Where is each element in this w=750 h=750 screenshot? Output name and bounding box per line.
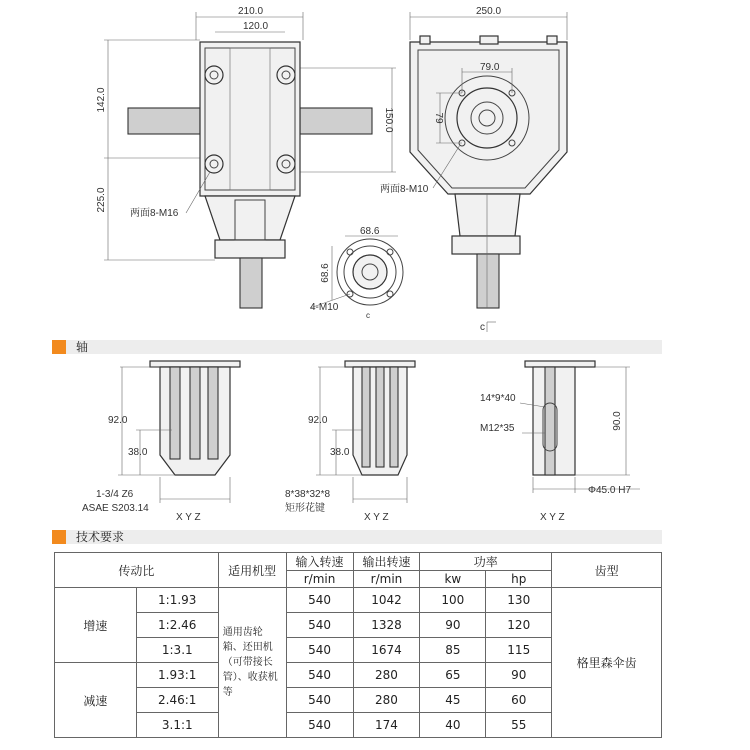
- dim-68-6-v: 68.6: [320, 263, 331, 283]
- bolt-label-4m10: 4-M10: [310, 302, 339, 313]
- group-up-label: 增速: [55, 588, 137, 663]
- section-title-tech: 技术要求: [76, 530, 125, 544]
- dim-79-h: 79.0: [480, 62, 500, 73]
- shaft-3-thread-label: M12*35: [480, 423, 515, 434]
- applicable-models: 通用齿轮箱、还田机（可带接长管）、收获机等: [218, 588, 286, 738]
- dim-225: 225.0: [96, 187, 107, 213]
- shaft-1: [82, 361, 240, 523]
- dim-210: 210.0: [238, 6, 264, 17]
- cell-kw: 90: [420, 613, 486, 638]
- shaft-3-axes: X Y Z: [540, 512, 565, 523]
- cell-output: 1328: [353, 613, 420, 638]
- section-title-shaft: 轴: [76, 340, 89, 354]
- gear-type-value: 格里森伞齿: [552, 588, 662, 738]
- gearbox-drawings: [0, 0, 750, 340]
- cell-kw: 100: [420, 588, 486, 613]
- section-bar-shaft: [52, 340, 662, 354]
- header-kw: kw: [420, 571, 486, 588]
- dim-142: 142.0: [96, 87, 107, 113]
- cell-input: 540: [286, 638, 353, 663]
- header-power: 功率: [420, 553, 552, 571]
- header-output-speed: 输出转速: [353, 553, 420, 571]
- shaft-drawings: [0, 355, 750, 525]
- shaft-2-axes: X Y Z: [364, 512, 389, 523]
- left-view: [96, 6, 396, 308]
- cell-kw: 85: [420, 638, 486, 663]
- shaft-3-dim-90: 90.0: [612, 411, 623, 431]
- header-input-unit: r/min: [286, 571, 353, 588]
- cell-output: 174: [353, 713, 420, 738]
- dim-150: 150.0: [383, 107, 394, 133]
- header-applicable: 适用机型: [218, 553, 286, 588]
- shaft-1-axes: X Y Z: [176, 512, 201, 523]
- cell-ratio: 2.46:1: [136, 688, 218, 713]
- dim-250: 250.0: [476, 6, 502, 17]
- cell-input: 540: [286, 588, 353, 613]
- cell-ratio: 3.1:1: [136, 713, 218, 738]
- cell-ratio: 1:1.93: [136, 588, 218, 613]
- shaft-2-dim-92: 92.0: [308, 415, 328, 426]
- shaft-1-dim-92: 92.0: [108, 415, 128, 426]
- header-output-unit: r/min: [353, 571, 420, 588]
- shaft-2: [285, 361, 415, 523]
- shaft-1-dim-38: 38.0: [128, 447, 148, 458]
- bolt-label-m16: 两面8-M16: [130, 208, 179, 219]
- group-down-label: 减速: [55, 663, 137, 738]
- header-gear-type: 齿型: [552, 553, 662, 588]
- header-hp: hp: [486, 571, 552, 588]
- cell-hp: 60: [486, 688, 552, 713]
- shaft-3-key-label: 14*9*40: [480, 393, 516, 404]
- cell-hp: 115: [486, 638, 552, 663]
- cell-ratio: 1.93:1: [136, 663, 218, 688]
- shaft-3: [480, 361, 640, 523]
- dim-79-v: 79: [433, 112, 444, 124]
- section-mark-c-flange: c: [366, 311, 370, 320]
- shaft-1-caption-1: 1-3/4 Z6: [96, 489, 134, 500]
- table-header-row-1: [55, 553, 662, 571]
- cell-hp: 130: [486, 588, 552, 613]
- section-mark-c-right: c: [480, 322, 485, 333]
- dim-120: 120.0: [243, 21, 269, 32]
- section-bar-tech: [52, 530, 662, 544]
- right-view: [380, 6, 567, 333]
- cell-output: 280: [353, 688, 420, 713]
- cell-input: 540: [286, 663, 353, 688]
- cell-kw: 65: [420, 663, 486, 688]
- table-row: [55, 588, 662, 613]
- spec-table: [54, 552, 662, 738]
- cell-output: 1042: [353, 588, 420, 613]
- shaft-2-dim-38: 38.0: [330, 447, 350, 458]
- cell-input: 540: [286, 688, 353, 713]
- cell-output: 1674: [353, 638, 420, 663]
- cell-input: 540: [286, 613, 353, 638]
- cell-ratio: 1:2.46: [136, 613, 218, 638]
- shaft-2-caption-1: 8*38*32*8: [285, 489, 331, 500]
- cell-hp: 55: [486, 713, 552, 738]
- section-marker-shaft: [52, 340, 66, 354]
- cell-hp: 120: [486, 613, 552, 638]
- cell-output: 280: [353, 663, 420, 688]
- cell-kw: 45: [420, 688, 486, 713]
- bolt-label-m10: 两面8-M10: [380, 184, 429, 195]
- cell-input: 540: [286, 713, 353, 738]
- header-ratio: 传动比: [55, 553, 219, 588]
- dim-68-6-h: 68.6: [360, 226, 380, 237]
- shaft-3-dia-label: Φ45.0 H7: [588, 485, 632, 496]
- section-marker-tech: [52, 530, 66, 544]
- cell-kw: 40: [420, 713, 486, 738]
- cell-ratio: 1:3.1: [136, 638, 218, 663]
- shaft-2-caption-2: 矩形花键: [285, 503, 325, 514]
- header-input-speed: 输入转速: [286, 553, 353, 571]
- shaft-1-caption-2: ASAE S203.14: [82, 503, 149, 514]
- cell-hp: 90: [486, 663, 552, 688]
- flange-view: [310, 226, 403, 320]
